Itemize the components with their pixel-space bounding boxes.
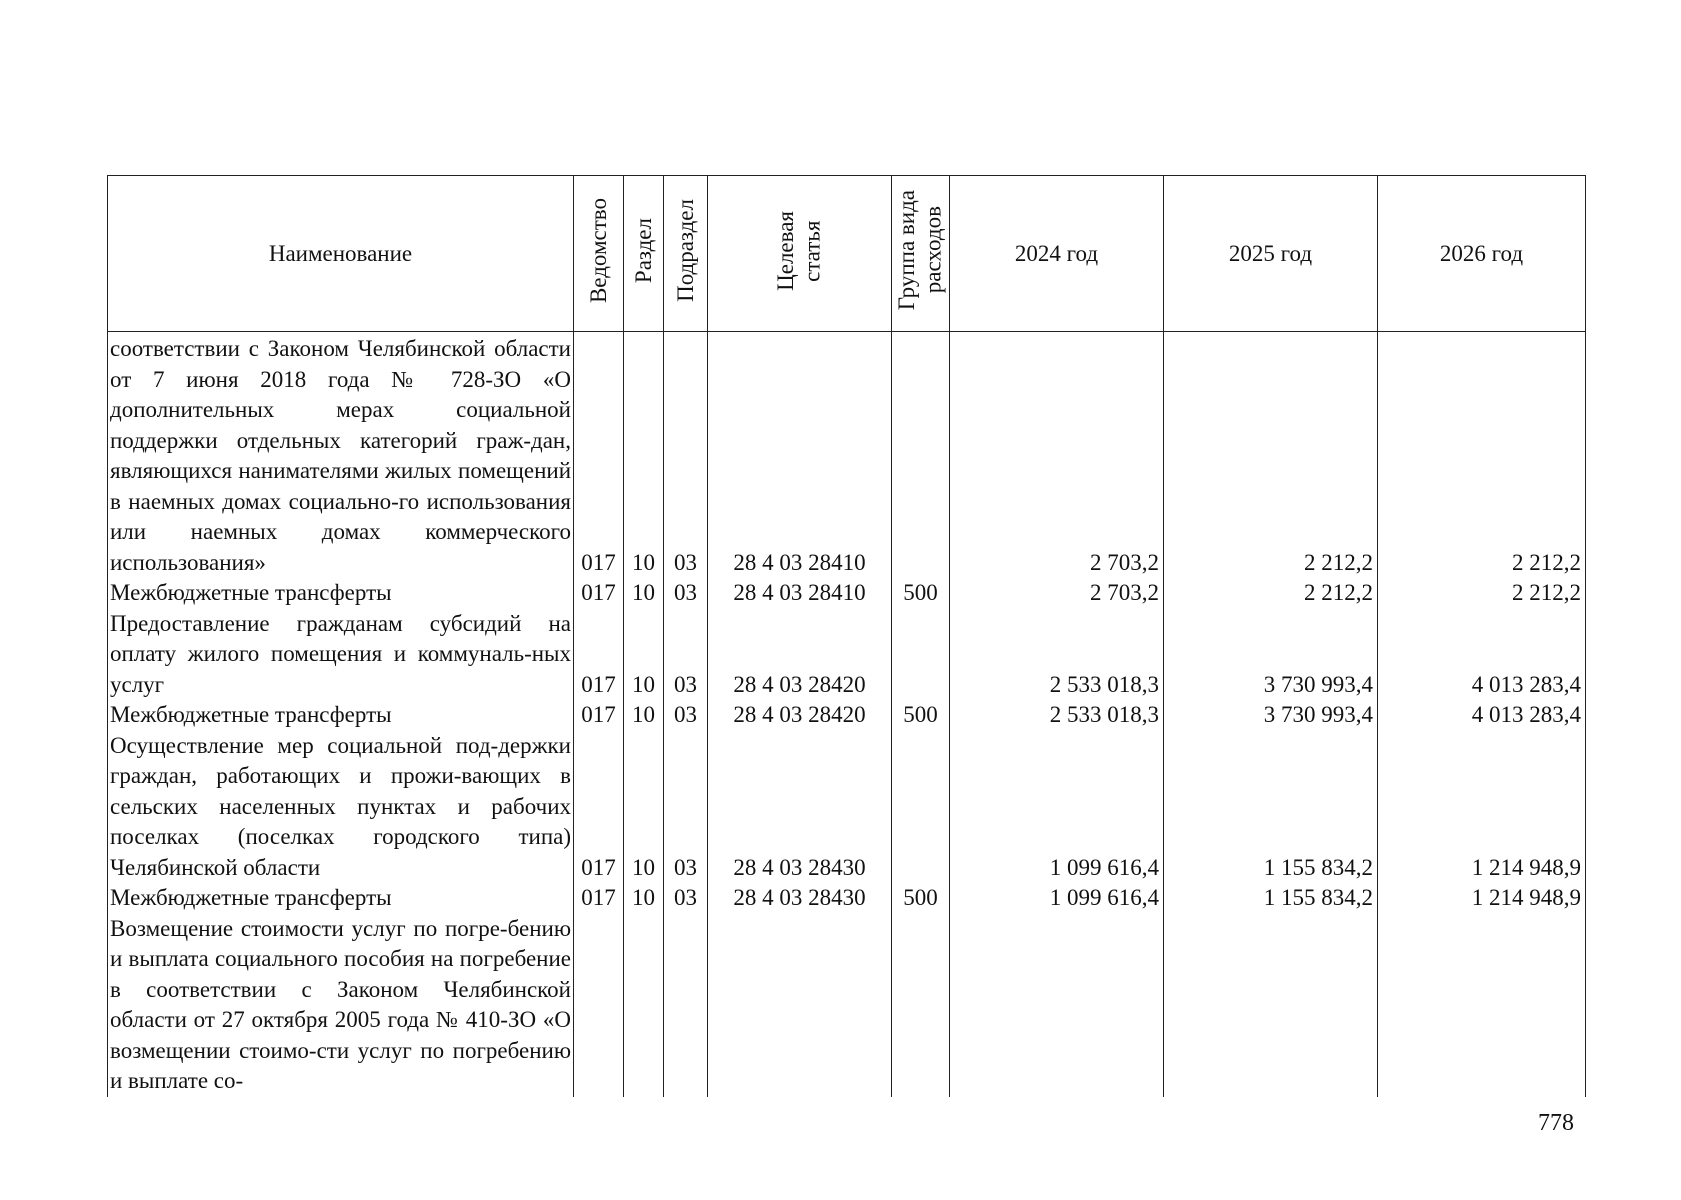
row-podrazdel: 03 [664,332,708,579]
row-razdel: 10 [624,883,664,914]
row-podrazdel: 03 [664,883,708,914]
page-number: 778 [1538,1110,1574,1136]
row-podrazdel: 03 [664,578,708,609]
row-year-2026: 2 212,2 [1378,332,1586,579]
row-razdel: 10 [624,332,664,579]
row-celevaya: 28 4 03 28430 [708,883,892,914]
table-row [108,700,1586,731]
row-podrazdel [664,914,708,1097]
row-vedomstvo: 017 [574,700,624,731]
row-year-2026: 4 013 283,4 [1378,700,1586,731]
row-vedomstvo [574,914,624,1097]
row-year-2026 [1378,914,1586,1097]
table-row [108,914,1586,1097]
row-celevaya: 28 4 03 28420 [708,700,892,731]
row-razdel [624,914,664,1097]
row-gruppa: 500 [892,883,950,914]
row-gruppa [892,609,950,701]
header-name: Наименование [108,176,574,332]
row-year-2024: 1 099 616,4 [950,731,1164,884]
header-podrazdel: Подраздел [664,176,708,332]
table-row [108,731,1586,884]
header-razdel: Раздел [624,176,664,332]
row-year-2026: 1 214 948,9 [1378,883,1586,914]
row-year-2024: 2 703,2 [950,578,1164,609]
row-year-2026: 4 013 283,4 [1378,609,1586,701]
header-vedomstvo: Ведомство [574,176,624,332]
header-celevaya-statya: Целевая статья [708,176,892,332]
row-vedomstvo: 017 [574,883,624,914]
row-razdel: 10 [624,700,664,731]
row-razdel: 10 [624,609,664,701]
row-podrazdel: 03 [664,609,708,701]
row-name: Межбюджетные трансферты [108,883,574,914]
table-header [108,176,1586,332]
row-celevaya: 28 4 03 28420 [708,609,892,701]
row-year-2025: 1 155 834,2 [1164,883,1378,914]
header-year-2025: 2025 год [1164,176,1378,332]
row-razdel: 10 [624,578,664,609]
row-podrazdel: 03 [664,731,708,884]
row-celevaya [708,914,892,1097]
header-gruppa-vida-rashodov: Группа вида расходов [892,176,950,332]
budget-table [107,175,1586,1097]
row-year-2024 [950,914,1164,1097]
row-gruppa [892,914,950,1097]
row-year-2025 [1164,914,1378,1097]
row-gruppa [892,332,950,579]
row-year-2025: 2 212,2 [1164,332,1378,579]
row-vedomstvo: 017 [574,578,624,609]
row-name: Предоставление гражданам субсидий на оплату жилого помещения и коммуналь-ных услуг [108,609,574,701]
row-vedomstvo: 017 [574,609,624,701]
row-year-2024: 2 703,2 [950,332,1164,579]
row-year-2024: 2 533 018,3 [950,700,1164,731]
table-row [108,578,1586,609]
table-body [108,332,1586,1097]
row-name: соответствии с Законом Челябинской области от 7 июня 2018 года № 728-ЗО «О дополнительных мерах социальной поддержки отдельных категорий граж-дан, являющихся нанимателями жилых помещений в наемных домах социально-го использования или наемных домах коммерческого использования» [108,332,574,579]
row-celevaya: 28 4 03 28410 [708,332,892,579]
row-name: Возмещение стоимости услуг по погре-бению и выплата социального пособия на погребение в соответствии с Законом Челябинской области от 27 октября 2005 года № 410-ЗО «О возмещении стоимо-сти услуг по погребению и выплате со- [108,914,574,1097]
row-year-2024: 1 099 616,4 [950,883,1164,914]
row-name: Межбюджетные трансферты [108,578,574,609]
row-celevaya: 28 4 03 28410 [708,578,892,609]
header-year-2026: 2026 год [1378,176,1586,332]
row-razdel: 10 [624,731,664,884]
row-year-2026: 2 212,2 [1378,578,1586,609]
table-row [108,332,1586,579]
row-vedomstvo: 017 [574,731,624,884]
table-row [108,883,1586,914]
row-year-2024: 2 533 018,3 [950,609,1164,701]
row-name: Осуществление мер социальной под-держки граждан, работающих и прожи-вающих в сельских населенных пунктах и рабочих поселках (поселках городского типа) Челябинской области [108,731,574,884]
row-gruppa [892,731,950,884]
table-row [108,609,1586,701]
row-year-2025: 1 155 834,2 [1164,731,1378,884]
row-name: Межбюджетные трансферты [108,700,574,731]
row-gruppa: 500 [892,578,950,609]
header-year-2024: 2024 год [950,176,1164,332]
row-year-2025: 2 212,2 [1164,578,1378,609]
row-celevaya: 28 4 03 28430 [708,731,892,884]
row-vedomstvo: 017 [574,332,624,579]
row-year-2026: 1 214 948,9 [1378,731,1586,884]
row-podrazdel: 03 [664,700,708,731]
row-year-2025: 3 730 993,4 [1164,700,1378,731]
row-gruppa: 500 [892,700,950,731]
row-year-2025: 3 730 993,4 [1164,609,1378,701]
